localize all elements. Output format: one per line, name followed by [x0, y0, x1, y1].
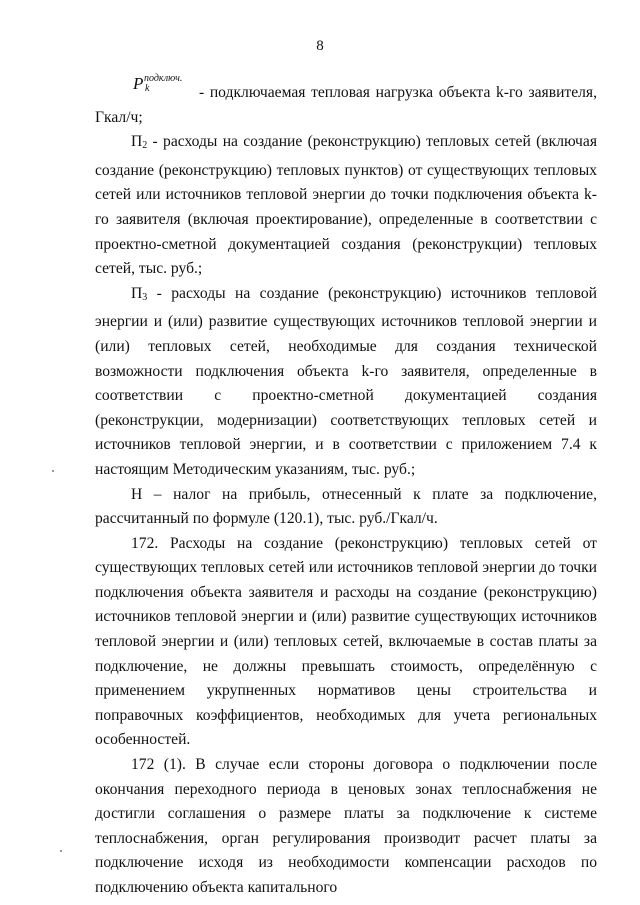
document-body [95, 73, 597, 901]
paragraph-text: - расходы на создание (реконструкцию) тепловых сетей (включая создание (реконструкцию) тепловых пунктов) от существующих тепловых сетей или источников тепловой энергии до точки подключения объекта k-го заявителя (включая проектирование), определенные в соответствии с проектно-сметной документацией создания (реконструкции) тепловых сетей, тыс. руб.; [95, 133, 597, 278]
paragraph-172: 172. Расходы на создание (реконструкцию) тепловых сетей от существующих тепловых сетей или источников тепловой энергии до точки подключения объекта заявителя и расходы на создание (реконструкцию) источников тепловой энергии и (или) развитие существующих источников тепловой энергии и (или) тепловых сетей, включаемые в состав платы за подключение, не должны превышать стоимость, определённую с применением укрупненных нормативов цены строительства и поправочных коэффициентов, необходимых для учета региональных особенностей. [95, 534, 597, 749]
formula-symbol-base: P [133, 74, 144, 94]
paragraph-p2-costs [95, 130, 597, 282]
scan-speck [52, 470, 54, 472]
paragraph-text: - расходы на создание (реконструкцию) источников тепловой энергии и (или) развитие существующих источников тепловой энергии и (или) тепловых сетей, необходимые для создания технической возможности подключения объекта k-го заявителя, определенные в соответствии с проектно-сметной документацией создания (реконструкции, модернизации) соответствующих тепловых сетей и источников тепловой энергии, и в соответствии с приложением 7.4 к настоящим Методическим указаниям, тыс. руб.; [95, 284, 597, 478]
paragraph-p3-costs [95, 282, 597, 483]
page-number: 8 [316, 38, 324, 54]
paragraph-text: - подключаемая тепловая нагрузка объекта k-го заявителя, Гкал/ч; [95, 84, 597, 126]
symbol-subscript: 3 [142, 291, 148, 303]
paragraph-172-1: 172 (1). В случае если стороны договора о подключении после окончания переходного периода в ценовых зонах теплоснабжения не достигли соглашения о размере платы за подключение к системе теплоснабжения, орган регулирования производит расчет платы за подключение исходя из необходимости компенсации расходов по подключению объекта капитального [95, 756, 597, 896]
symbol-p: П [131, 284, 143, 302]
formula-symbol-superscript: подключ. [144, 73, 183, 84]
symbol-subscript: 2 [142, 140, 148, 152]
paragraph-connected-load [95, 73, 597, 130]
paragraph-profit-tax: Н – налог на прибыль, отнесенный к плате за подключение, рассчитанный по формуле (120.1), тыс. руб./Гкал/ч. [95, 485, 597, 528]
scan-speck [60, 850, 62, 852]
formula-symbol-p-connected [133, 73, 191, 97]
symbol-p: П [131, 133, 143, 151]
formula-symbol-subscript: k [145, 83, 150, 95]
